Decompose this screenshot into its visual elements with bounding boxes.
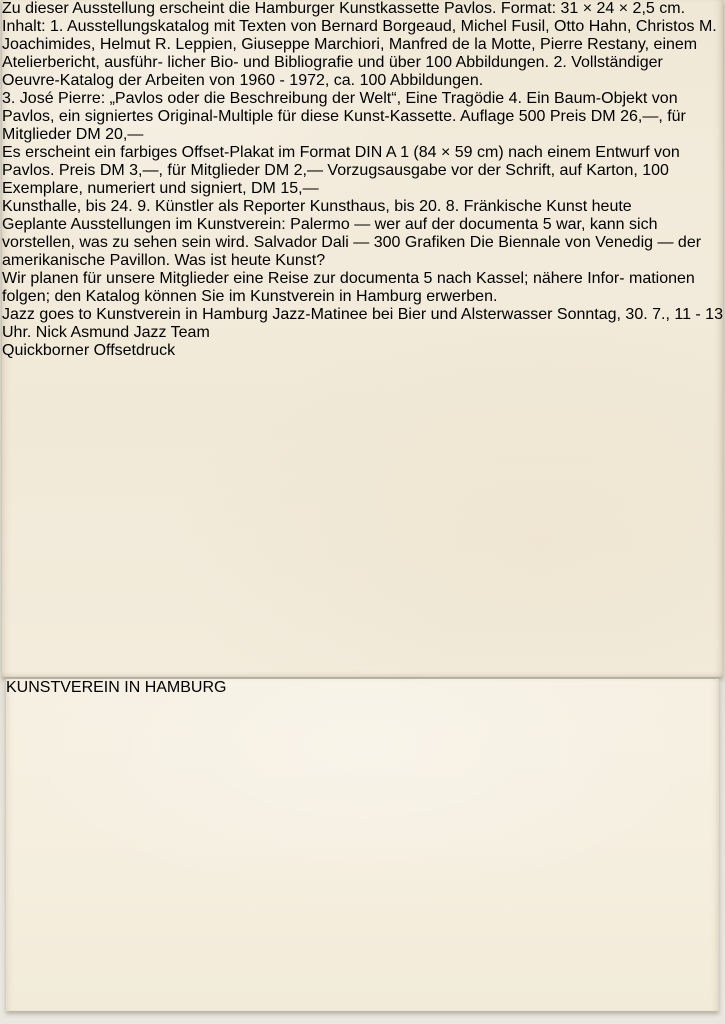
printer-imprint: Quickborner Offsetdruck xyxy=(2,342,176,359)
brochure-back-page xyxy=(6,679,719,1011)
right-text-column xyxy=(2,90,723,198)
documenta-trip-paragraph: Wir planen für unsere Mitglieder eine Reise zur documenta 5 nach Kassel; nähere Infor- mationen folgen; den Katalog können Sie im Kunstverein in Hamburg erwerben. xyxy=(2,270,695,305)
offset-plakat-paragraph: Es erscheint ein farbiges Offset-Plakat im Format DIN A 1 (84 × 59 cm) nach einem Entwurf von Pavlos. Preis DM 3,—, für Mitglieder DM 2,— Vorzugsausgabe vor der Schrift, auf Karton, 100 Exemplare, numeriert und signiert, DM 15,— xyxy=(2,144,680,197)
kunstkassette-items-paragraph: 3. José Pierre: „Pavlos oder die Beschreibung der Welt“, Eine Tragödie 4. Ein Baum-Objekt von Pavlos, ein signiertes Original-Multiple für diese Kunst-Kassette. Auflage 500 Preis DM 26,—, für Mitglieder DM 20,— xyxy=(2,90,686,143)
planned-exhibitions-paragraph: Geplante Ausstellungen im Kunstverein: Palermo — wer auf der documenta 5 war, kann sich vorstellen, was zu sehen sein wird. Salvador Dali — 300 Grafiken Die Biennale von Venedig — der amerikanische Pavillon. Was ist heute Kunst? xyxy=(2,216,702,269)
announcements-column xyxy=(2,198,723,342)
current-exhibitions-paragraph: Kunsthalle, bis 24. 9. Künstler als Reporter Kunsthaus, bis 20. 8. Fränkische Kunst heute xyxy=(2,198,632,215)
brochure-inner-page xyxy=(2,0,723,677)
mirrored-show-through-headline: KUNSTVEREIN IN HAMBURG xyxy=(6,679,227,696)
left-text-column: Zu dieser Ausstellung erscheint die Hamburger Kunstkassette Pavlos. Format: 31 × 24 × 2,5 cm. Inhalt: 1. Ausstellungskatalog mit Texten von Bernard Borgeaud, Michel Fusil, Otto Hahn, Christos M. Joachimides, Helmut R. Leppien, Giuseppe Marchiori, Manfred de la Motte, Pierre Restany, einem Atelierbericht, ausführ- licher Bio- und Bibliografie und über 100 Abbildungen. 2. Vollständiger Oeuvre-Katalog der Arbeiten von 1960 - 1972, ca. 100 Abbildungen. xyxy=(2,0,717,89)
jazz-matinee-paragraph: Jazz goes to Kunstverein in Hamburg Jazz-Matinee bei Bier und Alsterwasser Sonntag, 30. 7., 11 - 13 Uhr. Nick Asmund Jazz Team xyxy=(2,306,723,341)
